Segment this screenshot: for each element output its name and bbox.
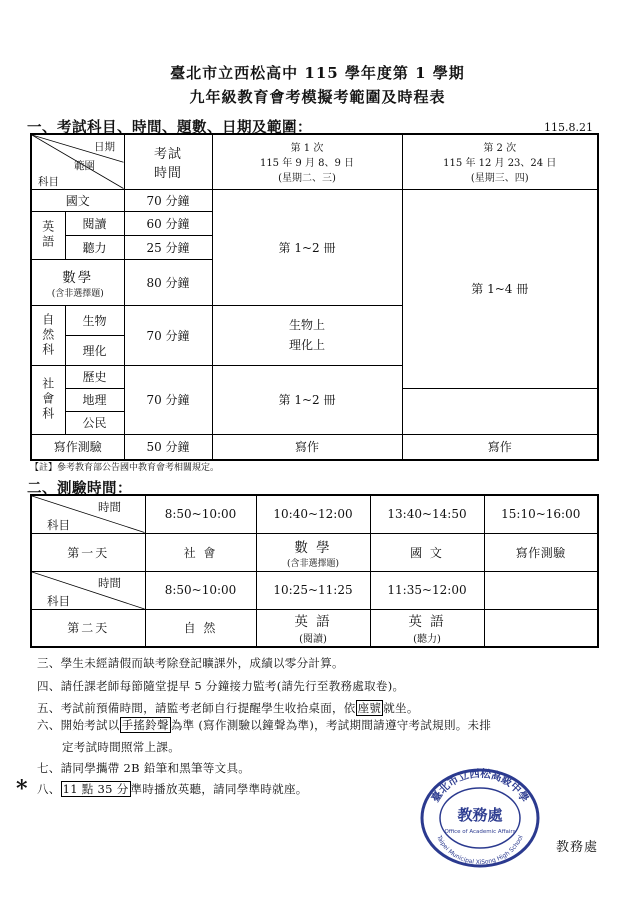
subject-geography: 地理 xyxy=(65,388,124,411)
exam2-date: 115 年 12 月 23、24 日 xyxy=(443,158,557,170)
group-english: 英語 xyxy=(31,211,65,259)
corner2-subject: 科目 xyxy=(47,593,70,608)
range-science: 生物上 理化上 xyxy=(212,305,402,365)
table-note: 【註】參考教育部公告國中教育會考相關規定。 xyxy=(30,463,220,473)
exam1-label: 第 1 次 xyxy=(290,143,324,155)
range-writing-1: 寫作 xyxy=(212,434,402,460)
rule-7: 七、請同學攜帶 2B 鉛筆和黑筆等文具。 xyxy=(37,761,251,775)
section2-heading: 二、測驗時間： xyxy=(27,480,132,497)
seal-ring-bottom-path: Taipei Municipal XiSong High School xyxy=(435,834,525,867)
corner-date: 日期 xyxy=(94,141,115,153)
section1-heading: 一、考試科目、時間、題數、日期及範圍： xyxy=(27,119,312,136)
day1-subject-3: 國 文 xyxy=(370,533,484,571)
time-math: 80 分鐘 xyxy=(124,259,212,305)
rule-6-c: 為準 (寫作測驗以鐘聲為準)，考試期間請遵守考試規則。未排 xyxy=(170,718,492,732)
seal-en: Office of Academic Affairs xyxy=(444,829,516,835)
col-exam-time: 考試 時間 xyxy=(124,134,212,189)
office-seal xyxy=(417,762,543,868)
rule-6-boxed: 手搖鈴聲 xyxy=(121,718,169,732)
day1-subject-2 xyxy=(256,533,370,571)
day2-eng-sub2: (聽力) xyxy=(413,634,441,646)
corner-range: 範圍 xyxy=(74,160,95,172)
day2-label: 第二天 xyxy=(31,609,145,647)
day2-english-reading: 英 語 xyxy=(294,614,332,631)
schedule-corner-1 xyxy=(31,495,145,533)
subject-listening: 聽力 xyxy=(65,235,124,259)
seal-ring-top xyxy=(429,767,532,805)
subject-writing: 寫作測驗 xyxy=(31,434,124,460)
time-reading: 60 分鐘 xyxy=(124,211,212,235)
exam1-date: 115 年 9 月 8、9 日 xyxy=(259,158,355,170)
time-writing: 50 分鐘 xyxy=(124,434,212,460)
rule-4: 四、請任課老師每節隨堂提早 5 分鐘接力監考(請先行至教務處取卷)。 xyxy=(37,679,405,693)
day2-time-3: 11:35~12:00 xyxy=(370,571,484,609)
day1-math-sub: (含非選擇題) xyxy=(286,558,340,569)
exam2-weekday: (星期三、四) xyxy=(470,173,529,185)
seal-ring-bottom xyxy=(435,834,525,867)
exam1-weekday: (星期二、三) xyxy=(278,173,336,185)
signature: 教務處 xyxy=(556,840,599,855)
math-label: 數學 xyxy=(62,269,94,286)
day1-time-4: 15:10~16:00 xyxy=(484,495,598,533)
rule-8-boxed: 11 點 35 分 xyxy=(62,782,129,796)
day2-subject-4 xyxy=(484,609,598,647)
rule-6 xyxy=(37,717,491,733)
day1-time-3: 13:40~14:50 xyxy=(370,495,484,533)
rule-3: 三、學生未經請假而缺考除登記曠課外，成績以零分計算。 xyxy=(37,656,344,670)
day1-subject-4: 寫作測驗 xyxy=(484,533,598,571)
day2-english-listening: 英 語 xyxy=(408,614,446,631)
day1-time-2: 10:40~12:00 xyxy=(256,495,370,533)
group-science: 自然科 xyxy=(31,305,65,365)
day2-subject-3 xyxy=(370,609,484,647)
doc-subtitle: 九年級教育會考模擬考範圍及時程表 xyxy=(189,88,446,106)
col-exam1 xyxy=(212,134,402,189)
seal-center: 教務處 xyxy=(457,806,503,824)
rule-8-a: 八、 xyxy=(37,782,61,796)
rule-5 xyxy=(37,700,419,716)
day2-eng-sub1: (閱讀) xyxy=(299,634,327,646)
time-science: 70 分鐘 xyxy=(124,305,212,365)
rule-6-a: 六、開始考試以 xyxy=(37,718,120,732)
day2-time-1: 8:50~10:00 xyxy=(145,571,256,609)
range-social: 第 1~2 冊 xyxy=(212,365,402,434)
range-exam2: 第 1~4 冊 xyxy=(402,189,598,388)
range-exam2-bottom-spacer xyxy=(402,411,598,434)
group-social: 社會科 xyxy=(31,365,65,434)
exam-schedule-table xyxy=(30,494,599,648)
time-social: 70 分鐘 xyxy=(124,365,212,434)
exam2-label: 第 2 次 xyxy=(483,143,517,155)
day2-time-2: 10:25~11:25 xyxy=(256,571,370,609)
doc-title: 臺北市立西松高中 115 學年度第 1 學期 xyxy=(170,64,465,82)
exam-scope-table xyxy=(30,133,599,461)
range-exam1-top: 第 1~2 冊 xyxy=(212,189,402,305)
corner1-time: 時間 xyxy=(98,500,121,514)
day1-time-1: 8:50~10:00 xyxy=(145,495,256,533)
subject-reading: 閱讀 xyxy=(65,211,124,235)
col-exam2 xyxy=(402,134,598,189)
subject-physics: 理化 xyxy=(65,335,124,365)
day2-time-4 xyxy=(484,571,598,609)
day2-subject-2 xyxy=(256,609,370,647)
schedule-corner-2 xyxy=(31,571,145,609)
time-chinese: 70 分鐘 xyxy=(124,189,212,211)
corner-cell xyxy=(31,134,124,189)
subject-chinese: 國文 xyxy=(31,189,124,211)
rule-5-c: 就坐。 xyxy=(383,701,419,715)
doc-date: 115.8.21 xyxy=(544,121,593,134)
corner1-subject: 科目 xyxy=(47,518,70,532)
seal-ring-top-path: 臺北市立西松高級中學 xyxy=(429,767,531,805)
day1-label: 第一天 xyxy=(31,533,145,571)
corner-subject: 科目 xyxy=(38,176,59,188)
day2-subject-1: 自 然 xyxy=(145,609,256,647)
subject-biology: 生物 xyxy=(65,305,124,335)
rule-8-c: 準時播放英聽，請同學準時就座。 xyxy=(130,782,308,796)
corner2-time: 時間 xyxy=(98,575,121,590)
day1-subject-1: 社 會 xyxy=(145,533,256,571)
rule-5-boxed: 座號 xyxy=(357,701,382,715)
star-mark: * xyxy=(16,776,28,802)
math-sub: (含非選擇題) xyxy=(51,288,104,299)
day1-math: 數 學 xyxy=(294,539,332,556)
rule-5-a: 五、考試前預備時間，請監考老師自行提醒學生收拾桌面，依 xyxy=(37,701,356,715)
rule-6-cont: 定考試時間照常上課。 xyxy=(62,740,180,754)
time-listening: 25 分鐘 xyxy=(124,235,212,259)
subject-math xyxy=(31,259,124,305)
range-writing-2: 寫作 xyxy=(402,434,598,460)
subject-history: 歷史 xyxy=(65,365,124,388)
rule-8 xyxy=(37,781,308,797)
subject-civics: 公民 xyxy=(65,411,124,434)
